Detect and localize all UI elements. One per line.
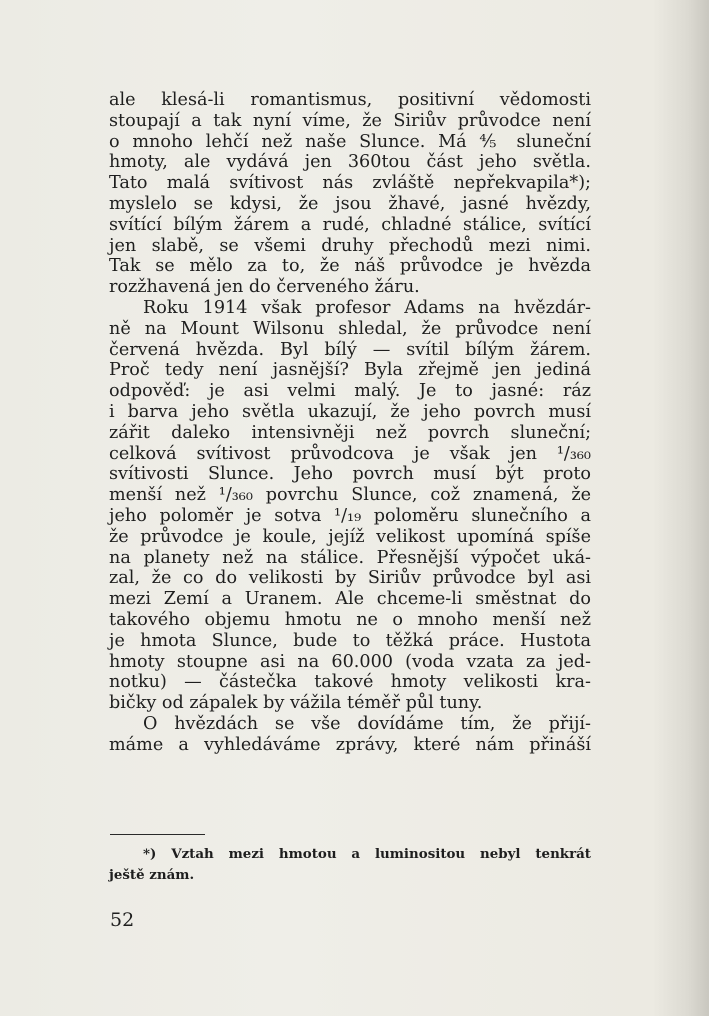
text-line: jeho poloměr je sotva ¹/₁₉ poloměru slunečního a [109, 505, 591, 526]
text-line: hmoty stoupne asi na 60.000 (voda vzata za jed- [109, 651, 591, 672]
text-line: že průvodce je koule, jejíž velikost upomíná spíše [109, 526, 591, 547]
text-line: Tak se mělo za to, že náš průvodce je hvězda [109, 256, 591, 277]
text-line: O hvězdách se vše dovídáme tím, že přijí- [143, 713, 591, 734]
text-line: odpověď: je asi velmi malý. Je to jasné: ráz [109, 381, 591, 402]
text-line: máme a vyhledáváme zprávy, které nám přináší [109, 734, 591, 755]
text-line: i barva jeho světla ukazují, že jeho povrch musí [109, 401, 591, 422]
text-line: rozžhavená jen do červeného žáru. [109, 277, 420, 298]
text-line: červená hvězda. Byl bílý — svítil bílým žárem. [109, 339, 591, 360]
footnote-line: ještě znám. [109, 867, 195, 883]
text-line: celková svítivost průvodcova je však jen ¹/₃₆₀ [109, 443, 591, 464]
footnote-line: *) Vztah mezi hmotou a luminositou nebyl tenkrát [143, 846, 591, 862]
text-line: myslelo se kdysi, že jsou žhavé, jasné hvězdy, [109, 193, 591, 214]
text-line: menší než ¹/₃₆₀ povrchu Slunce, což znamená, že [109, 485, 591, 506]
text-line: na planety než na stálice. Přesnější výpočet uká- [109, 547, 591, 568]
text-line: zářit daleko intensivněji než povrch sluneční; [109, 422, 591, 443]
text-line: ně na Mount Wilsonu shledal, že průvodce není [109, 318, 591, 339]
page-number: 52 [110, 909, 135, 931]
text-line: svítivosti Slunce. Jeho povrch musí být proto [109, 464, 591, 485]
text-line: hmoty, ale vydává jen 360tou část jeho světla. [109, 152, 591, 173]
text-line: jen slabě, se všemi druhy přechodů mezi nimi. [109, 235, 591, 256]
text-line: je hmota Slunce, bude to těžká práce. Hustota [109, 630, 591, 651]
text-line: takového objemu hmotu ne o mnoho menší než [109, 609, 591, 630]
text-line: zal, že co do velikosti by Siriův průvodce byl asi [109, 568, 591, 589]
text-line: Tato malá svítivost nás zvláště nepřekvapila*); [109, 173, 591, 194]
text-line: bičky od zápalek by vážila téměř půl tuny. [109, 693, 483, 714]
text-line: stoupají a tak nyní víme, že Siriův průvodce není [109, 110, 591, 131]
footnote [109, 844, 591, 886]
footnote-divider [110, 834, 205, 835]
text-line: Proč tedy není jasnější? Byla zřejmě jen jediná [109, 360, 591, 381]
text-line: mezi Zemí a Uranem. Ale chceme-li směstnat do [109, 589, 591, 610]
text-line: notku) — částečka takové hmoty velikosti kra- [109, 672, 591, 693]
text-line: ale klesá-li romantismus, positivní vědomosti [109, 90, 591, 110]
body-text [109, 90, 591, 756]
text-line: o mnoho lehčí než naše Slunce. Má ⅘ sluneční [109, 131, 591, 152]
text-line: Roku 1914 však profesor Adams na hvězdár- [143, 297, 591, 318]
text-line: svítící bílým žárem a rudé, chladné stálice, svítící [109, 214, 591, 235]
